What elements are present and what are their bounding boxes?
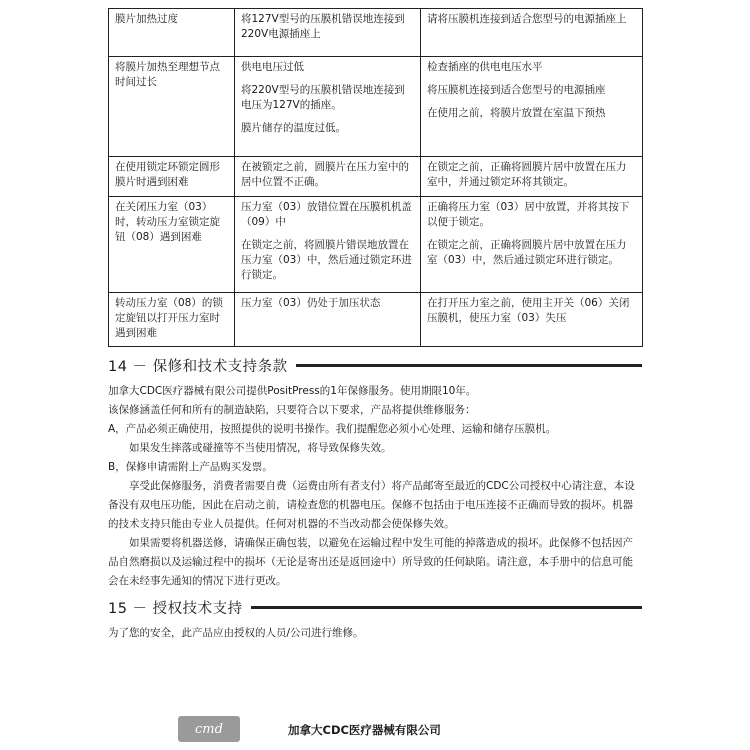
- troubleshooting-table: [108, 8, 643, 347]
- solution-text: 在锁定之前，正确将圆膜片居中放置在压力室（03）中，然后通过锁定环进行锁定。: [427, 239, 627, 266]
- paragraph: 如果发生摔落或碰撞等不当使用情况，将导致保修失效。: [129, 442, 392, 454]
- paragraph: B，保修申请需附上产品购买发票。: [108, 461, 273, 473]
- cause-text: 供电电压过低: [241, 61, 304, 73]
- cause-text: 在被锁定之前，圆膜片在压力室中的居中位置不正确。: [241, 161, 409, 188]
- section-14-heading: [108, 355, 642, 375]
- paragraph: 该保修涵盖任何和所有的制造缺陷，只要符合以下要求，产品将提供维修服务：: [108, 404, 476, 416]
- logo-text: cmd: [195, 721, 223, 737]
- paragraph: 为了您的安全，此产品应由授权的人员/公司进行维修。: [108, 627, 364, 639]
- table-row: [109, 57, 643, 157]
- problem-text: 将膜片加热至理想节点时间过长: [115, 61, 220, 88]
- solution-cell: [421, 57, 643, 157]
- company-name: 加拿大CDC医疗器械有限公司: [288, 723, 441, 737]
- solution-cell: [421, 293, 643, 347]
- cause-text: 在锁定之前，将圆膜片错误地放置在压力室（03）中，然后通过锁定环进行锁定。: [241, 239, 412, 281]
- solution-text: 请将压膜机连接到适合您型号的电源插座上: [427, 13, 627, 25]
- solution-cell: [421, 9, 643, 57]
- section-title: 15 － 授权技术支持: [108, 600, 243, 617]
- page-footer: [0, 708, 750, 744]
- problem-text: 转动压力室（08）的锁定旋钮以打开压力室时遇到困难: [115, 297, 223, 339]
- cause-cell: [235, 197, 421, 293]
- table-row: [109, 157, 643, 197]
- heading-rule: [296, 364, 642, 367]
- cause-text: 将127V型号的压膜机错误地连接到220V电源插座上: [241, 13, 405, 40]
- paragraph: 加拿大CDC医疗器械有限公司提供PositPress的1年保修服务。使用期限10年。: [108, 385, 477, 397]
- cause-cell: [235, 57, 421, 157]
- problem-cell: [109, 293, 235, 347]
- paragraph: 享受此保修服务，消费者需要自费（运费由所有者支付）将产品邮寄至最近的CDC公司授权中心请注意，本设备没有双电压功能，因此在启动之前，请检查您的机器电压。保修不包括由于电压连接不正确而导致的损坏。机器的技术支持只能由专业人员提供。任何对机器的不当改动都会使保修失效。: [108, 480, 635, 530]
- cause-text: 压力室（03）放错位置在压膜机机盖（09）中: [241, 201, 412, 228]
- section-14-body: [108, 382, 642, 591]
- cause-text: 将220V型号的压膜机错误地连接到电压为127V的插座。: [241, 84, 405, 111]
- solution-text: 在使用之前，将膜片放置在室温下预热: [427, 107, 606, 119]
- cause-cell: [235, 157, 421, 197]
- problem-cell: [109, 157, 235, 197]
- solution-text: 检查插座的供电电压水平: [427, 61, 543, 73]
- problem-text: 膜片加热过度: [115, 13, 178, 25]
- problem-text: 在使用锁定环锁定圆形膜片时遇到困难: [115, 161, 220, 188]
- problem-text: 在关闭压力室（03）时，转动压力室锁定旋钮（08）遇到困难: [115, 201, 220, 243]
- problem-cell: [109, 57, 235, 157]
- cause-text: 膜片储存的温度过低。: [241, 122, 346, 134]
- cause-text: 压力室（03）仍处于加压状态: [241, 297, 381, 309]
- solution-text: 将压膜机连接到适合您型号的电源插座: [427, 84, 606, 96]
- cause-cell: [235, 9, 421, 57]
- solution-text: 在打开压力室之前，使用主开关（06）关闭压膜机，使压力室（03）失压: [427, 297, 630, 324]
- problem-cell: [109, 197, 235, 293]
- solution-cell: [421, 157, 643, 197]
- section-title: 14 － 保修和技术支持条款: [108, 358, 288, 375]
- heading-rule: [251, 606, 642, 609]
- solution-cell: [421, 197, 643, 293]
- table-row: [109, 293, 643, 347]
- paragraph: A，产品必须正确使用，按照提供的说明书操作。我们提醒您必须小心处理、运输和储存压膜机。: [108, 423, 557, 435]
- solution-text: 在锁定之前，正确将圆膜片居中放置在压力室中，并通过锁定环将其锁定。: [427, 161, 627, 188]
- company-logo: [178, 716, 240, 742]
- section-15-heading: [108, 597, 642, 617]
- table-row: [109, 197, 643, 293]
- table-row: [109, 9, 643, 57]
- cause-cell: [235, 293, 421, 347]
- solution-text: 正确将压力室（03）居中放置，并将其按下以便于锁定。: [427, 201, 630, 228]
- paragraph: 如果需要将机器送修，请确保正确包装，以避免在运输过程中发生可能的掉落造成的损坏。此保修不包括因产品自然磨损以及运输过程中的损坏（无论是寄出还是返回途中）所导致的任何缺陷。请注意，本手册中的信息可能会在未经事先通知的情况下进行更改。: [108, 537, 633, 587]
- section-15-body: [108, 624, 642, 643]
- problem-cell: [109, 9, 235, 57]
